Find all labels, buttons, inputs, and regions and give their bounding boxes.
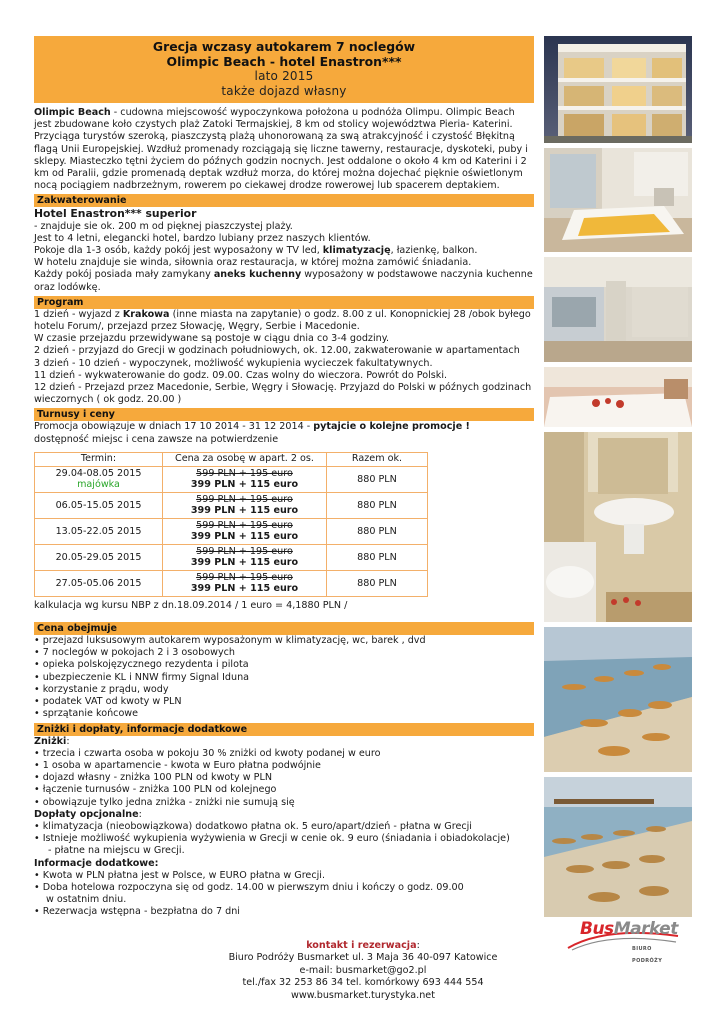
row-total: 880 PLN bbox=[327, 466, 428, 492]
list-item: • opieka polskojęzycznego rezydenta i pilota bbox=[34, 659, 534, 671]
section-znizki: Zniżki i dopłaty, informacje dodatkowe bbox=[34, 723, 534, 736]
title-line-3: lato 2015 bbox=[254, 69, 314, 83]
title-line-4: także dojazd własny bbox=[221, 83, 347, 98]
hotel-line-3a: Pokoje dla 1-3 osób, każdy pokój jest wyposażony w TV led, bbox=[34, 245, 323, 257]
doplaty-cont: - płatne na miejscu w Grecji. bbox=[48, 845, 185, 857]
hotel-name: Hotel Enastron*** superior bbox=[34, 207, 197, 221]
hotel-room-photo bbox=[544, 148, 692, 252]
cell-termin bbox=[35, 570, 163, 596]
cell-cena bbox=[163, 570, 327, 596]
row-old-price: 599 PLN + 195 euro bbox=[196, 519, 293, 531]
table-row bbox=[35, 518, 428, 544]
list-item: • Rezerwacja wstępna - bezpłatna do 7 dni bbox=[34, 906, 534, 918]
table-row bbox=[35, 466, 428, 492]
znizki-label: Zniżki: bbox=[34, 735, 70, 747]
list-item: • ubezpieczenie KL i NNW firmy Signal Iduna bbox=[34, 672, 534, 684]
row-new-price: 399 PLN + 115 euro bbox=[190, 531, 299, 543]
section-zakwaterowanie: Zakwaterowanie bbox=[34, 194, 534, 207]
beach-photo-1 bbox=[544, 627, 692, 772]
hotel-line-1: - znajduje sie ok. 200 m od pięknej piaszczystej plaży. bbox=[34, 220, 293, 232]
table-row bbox=[35, 570, 428, 596]
contact-email[interactable]: e-mail: busmarket@go2.pl bbox=[299, 964, 427, 976]
cell-termin bbox=[35, 544, 163, 570]
info-cont: w ostatnim dniu. bbox=[46, 894, 127, 906]
doplaty-label-text: Dopłaty opcjonalne bbox=[34, 808, 139, 820]
list-item: • Istnieje możliwość wykupienia wyżywienia w Grecji w cenie ok. 9 euro (śniadania i obiadokolacje) bbox=[34, 833, 534, 845]
znizki-list bbox=[34, 748, 534, 809]
row-new-price: 399 PLN + 115 euro bbox=[190, 505, 299, 517]
cell-cena bbox=[163, 518, 327, 544]
row-old-price: 599 PLN + 195 euro bbox=[196, 493, 293, 505]
hotel-line-5c: wyposażony w podstawowe naczynia kuchenne oraz lodówkę. bbox=[34, 269, 533, 293]
bedroom-photo bbox=[544, 367, 692, 427]
info-list-2 bbox=[34, 906, 534, 918]
row-extra: majówka bbox=[77, 479, 120, 491]
info-list bbox=[34, 870, 534, 894]
row-total: 880 PLN bbox=[327, 544, 428, 570]
cell-termin bbox=[35, 466, 163, 492]
program-line-1 bbox=[34, 309, 534, 333]
list-item: • 7 noclegów w pokojach 2 i 3 osobowych bbox=[34, 647, 534, 659]
row-new-price: 399 PLN + 115 euro bbox=[190, 479, 299, 491]
promo-availability: dostępność miejsc i cena zawsze na potwierdzenie bbox=[34, 433, 279, 445]
list-item: • sprzątanie końcowe bbox=[34, 708, 534, 720]
row-total: 880 PLN bbox=[327, 518, 428, 544]
row-total: 880 PLN bbox=[327, 570, 428, 596]
promo-line bbox=[34, 421, 534, 433]
price-table bbox=[34, 452, 428, 597]
list-item: • łączenie turnusów - zniżka 100 PLN od kolejnego bbox=[34, 784, 534, 796]
intro-text: - cudowna miejscowość wypoczynkowa położona u podnóża Olimpu. Olimpic Beach jest zbudowane koło czystych plaż Zatoki Termajskiej, 8 km od stolicy województwa Pieria- Katerini. Przyciąga turystów szeroką, piaszczystą plażą uhonorowaną za swą atrakcyjność i czystość Błękitną flagą Unii Europejskiej. Wzdłuż promenady rozciągają się liczne tawerny, restauracje, dyskoteki, puby i sklepy. Miasteczko tętni życiem do późnych godzin nocnych. Jest oddalone o około 4 km od Katerini i 2 km od Paralii, gdzie promenadą deptak wzdłuż morza, do której można dojechać pięknie oświetlonym nocą pociągiem nadbrzeżnym, rowerem po ciekawej drodze rowerowej lub spacerem deptakiem. bbox=[34, 107, 528, 192]
list-item: • Doba hotelowa rozpoczyna się od godz. 14.00 w pierwszym dniu i kończy o godz. 09.00 bbox=[34, 882, 534, 894]
row-termin: 20.05-29.05 2015 bbox=[55, 551, 142, 563]
info-label: Informacje dodatkowe: bbox=[34, 857, 159, 869]
row-old-price: 599 PLN + 195 euro bbox=[196, 467, 293, 479]
hotel-line-5 bbox=[34, 269, 534, 293]
contact-address: Biuro Podróży Busmarket ul. 3 Maja 36 40-097 Katowice bbox=[228, 952, 498, 964]
row-new-price: 399 PLN + 115 euro bbox=[190, 583, 299, 595]
col-razem: Razem ok. bbox=[327, 452, 428, 466]
logo-market: Market bbox=[613, 919, 678, 939]
hotel-line-4: W hotelu znajduje sie winda, siłownia oraz restauracja, w której można zamówić śniadania. bbox=[34, 257, 472, 269]
program-line-3: 2 dzień - przyjazd do Grecji w godzinach południowych, ok. 12.00, zakwaterowanie w apartamentach bbox=[34, 345, 520, 357]
cell-cena bbox=[163, 466, 327, 492]
hotel-exterior-photo bbox=[544, 36, 692, 143]
program-line-5: 11 dzień - wykwaterowanie do godz. 09.00. Czas wolny do wieczora. Powrót do Polski. bbox=[34, 369, 448, 381]
beach-photo-2 bbox=[544, 777, 692, 917]
program-line-6: 12 dzień - Przejazd przez Macedonie, Serbie, Węgry i Słowację. Przyjazd do Polski w późnych godzinach wieczornych ( ok godz. 20.00 ) bbox=[34, 382, 532, 406]
cell-cena bbox=[163, 544, 327, 570]
list-item: • dojazd własny - zniżka 100 PLN od kwoty w PLN bbox=[34, 772, 534, 784]
title-line-1: Grecja wczasy autokarem 7 noclegów bbox=[152, 39, 416, 54]
list-item: • trzecia i czwarta osoba w pokoju 30 % zniżki od kwoty podanej w euro bbox=[34, 748, 534, 760]
section-program: Program bbox=[34, 296, 534, 309]
logo-wordmark bbox=[580, 919, 678, 939]
program-1c: (inne miasta na zapytanie) o godz. 8.00 z ul. Konopnickiej 28 /obok byłego hotelu Forum/, przejazd przez Słowację, Węgry, Serbie i Macedonie. bbox=[34, 308, 531, 333]
program-line-2: W czasie przejazdu przewidywane są postoje w ciągu dnia co 3-4 godziny. bbox=[34, 333, 390, 345]
logo-subtitle: BIURO PODRÓŻY bbox=[632, 946, 663, 965]
list-item: • klimatyzacja (nieobowiązkowa) dodatkowo płatna ok. 5 euro/apart/dzień - płatna w Grecji bbox=[34, 821, 534, 833]
hotel-line-5a: Każdy pokój posiada mały zamykany bbox=[34, 269, 214, 281]
cell-cena bbox=[163, 492, 327, 518]
section-turnusy: Turnusy i ceny bbox=[34, 408, 534, 421]
list-item: • przejazd luksusowym autokarem wyposażonym w klimatyzację, wc, barek , dvd bbox=[34, 635, 534, 647]
exchange-rate-note: kalkulacja wg kursu NBP z dn.18.09.2014 / 1 euro = 4,1880 PLN / bbox=[34, 599, 348, 611]
contact-block bbox=[34, 940, 692, 1002]
doplaty-list bbox=[34, 821, 534, 845]
list-item: • obowiązuje tylko jedna zniżka - zniżki nie sumują się bbox=[34, 797, 534, 809]
row-old-price: 599 PLN + 195 euro bbox=[196, 571, 293, 583]
intro-paragraph bbox=[34, 107, 534, 192]
contact-website[interactable]: www.busmarket.turystyka.net bbox=[291, 989, 435, 1001]
table-header-row bbox=[35, 452, 428, 466]
cell-termin bbox=[35, 492, 163, 518]
row-termin: 06.05-15.05 2015 bbox=[55, 499, 142, 511]
title-banner bbox=[34, 36, 534, 103]
apartment-kitchen-photo bbox=[544, 257, 692, 362]
row-old-price: 599 PLN + 195 euro bbox=[196, 545, 293, 557]
doplaty-label: Dopłaty opcjonalne: bbox=[34, 808, 142, 820]
list-item: • korzystanie z prądu, wody bbox=[34, 684, 534, 696]
contact-phone: tel./fax 32 253 86 34 tel. komórkowy 693 444 554 bbox=[242, 977, 484, 989]
table-row bbox=[35, 544, 428, 570]
program-1a: 1 dzień - wyjazd z bbox=[34, 308, 123, 320]
section-cena: Cena obejmuje bbox=[34, 622, 534, 635]
row-termin: 13.05-22.05 2015 bbox=[55, 525, 142, 537]
list-item: • podatek VAT od kwoty w PLN bbox=[34, 696, 534, 708]
intro-bold: Olimpic Beach bbox=[34, 107, 111, 118]
hotel-line-2: Jest to 4 letni, elegancki hotel, bardzo lubiany przez naszych klientów. bbox=[34, 232, 371, 244]
title-line-2: Olimpic Beach - hotel Enastron*** bbox=[166, 53, 402, 69]
col-cena: Cena za osobę w apart. 2 os. bbox=[163, 452, 327, 466]
list-item: • Kwota w PLN płatna jest w Polsce, w EURO płatna w Grecji. bbox=[34, 870, 534, 882]
logo-bus: Bus bbox=[580, 919, 614, 939]
promo-text: Promocja obowiązuje w dniach 17 10 2014 - 31 12 2014 - bbox=[34, 421, 314, 433]
main-column bbox=[34, 36, 534, 919]
contact-title: kontakt i rezerwacja: bbox=[306, 940, 420, 951]
program-city: Krakowa bbox=[122, 308, 170, 320]
photo-column bbox=[544, 36, 692, 965]
znizki-label-text: Zniżki bbox=[34, 735, 67, 747]
hotel-aircon: klimatyzację bbox=[322, 245, 391, 257]
row-new-price: 399 PLN + 115 euro bbox=[190, 557, 299, 569]
table-row bbox=[35, 492, 428, 518]
cell-termin bbox=[35, 518, 163, 544]
hotel-kitchen: aneks kuchenny bbox=[213, 269, 302, 281]
promo-bold: pytajcie o kolejne promocje ! bbox=[313, 421, 470, 433]
row-total: 880 PLN bbox=[327, 492, 428, 518]
hotel-line-3c: , łazienkę, balkon. bbox=[390, 245, 478, 257]
bathroom-photo bbox=[544, 432, 692, 622]
row-termin: 29.04-08.05 2015 bbox=[55, 467, 142, 479]
program-line-4: 3 dzień - 10 dzień - wypoczynek, możliwość wykupienia wycieczek fakultatywnych. bbox=[34, 357, 433, 369]
row-termin: 27.05-05.06 2015 bbox=[55, 577, 142, 589]
col-termin: Termin: bbox=[35, 452, 163, 466]
cena-list bbox=[34, 635, 534, 720]
contact-title-text: kontakt i rezerwacja bbox=[306, 940, 417, 951]
list-item: • 1 osoba w apartamencie - kwota w Euro płatna podwójnie bbox=[34, 760, 534, 772]
hotel-line-3 bbox=[34, 245, 534, 257]
